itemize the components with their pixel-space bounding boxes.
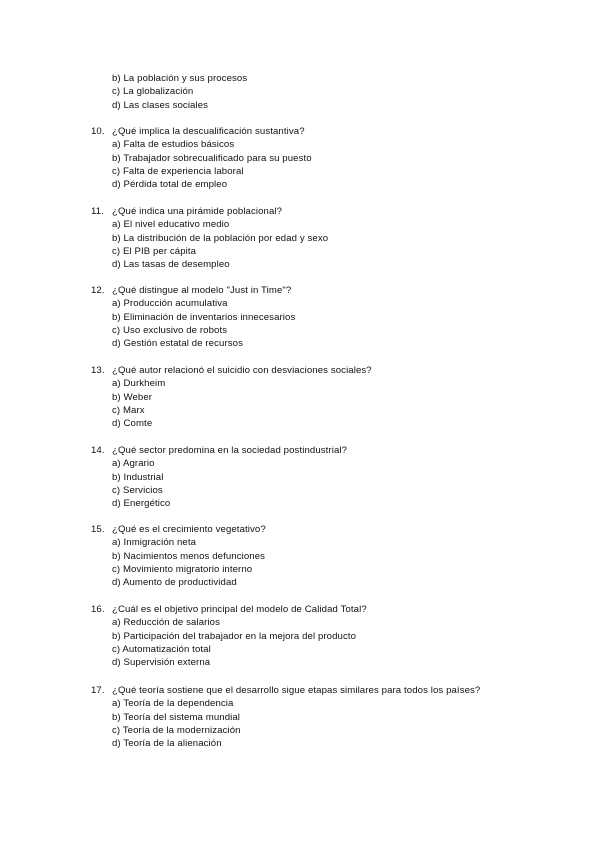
option: a) Agrario xyxy=(112,458,155,470)
options-list xyxy=(91,616,367,669)
option: d) Supervisión externa xyxy=(112,657,211,669)
option: b) Eliminación de inventarios innecesarios xyxy=(112,311,296,323)
option: a) Reducción de salarios xyxy=(112,617,220,629)
option: b) Weber xyxy=(112,391,153,403)
option: d) Las clases sociales xyxy=(112,99,209,111)
option: c) El PIB per cápita xyxy=(112,245,197,257)
option: d) Teoría de la alienación xyxy=(112,738,222,750)
options-list xyxy=(91,377,372,430)
option: b) Nacimientos menos defunciones xyxy=(112,550,266,562)
option: c) Teoría de la modernización xyxy=(112,724,241,736)
option: c) Servicios xyxy=(112,484,163,496)
question-text: ¿Qué autor relacionó el suicidio con desviaciones sociales? xyxy=(112,365,372,376)
option: b) Participación del trabajador en la mejora del producto xyxy=(112,630,357,642)
question-15 xyxy=(91,523,266,589)
question-text: ¿Qué distingue al modelo "Just in Time"? xyxy=(112,285,292,296)
question-10 xyxy=(91,125,312,191)
previous-question-options xyxy=(112,72,247,112)
option: d) Energético xyxy=(112,498,171,510)
option: c) La globalización xyxy=(112,86,194,98)
option: a) Inmigración neta xyxy=(112,537,197,549)
question-text: ¿Cuál es el objetivo principal del modelo de Calidad Total? xyxy=(112,604,367,615)
option: d) Pérdida total de empleo xyxy=(112,179,228,191)
options-list xyxy=(91,218,328,271)
question-number: 10. xyxy=(91,126,105,137)
option: a) Durkheim xyxy=(112,378,166,390)
options-list xyxy=(91,297,295,350)
option: b) Teoría del sistema mundial xyxy=(112,711,241,723)
question-text: ¿Qué es el crecimiento vegetativo? xyxy=(112,524,266,535)
option: d) Comte xyxy=(112,418,153,430)
question-text: ¿Qué sector predomina en la sociedad postindustrial? xyxy=(112,445,348,456)
question-number: 17. xyxy=(91,685,105,696)
question-number: 13. xyxy=(91,365,105,376)
question-number: 14. xyxy=(91,445,105,456)
question-number: 15. xyxy=(91,524,105,535)
option: a) Teoría de la dependencia xyxy=(112,698,234,710)
option: c) Automatización total xyxy=(112,643,211,655)
question-number: 16. xyxy=(91,604,105,615)
options-list xyxy=(91,536,266,589)
option: b) La población y sus procesos xyxy=(112,73,248,84)
question-number: 11. xyxy=(91,206,104,217)
question-text: ¿Qué teoría sostiene que el desarrollo sigue etapas similares para todos los países? xyxy=(112,685,481,696)
option: b) Industrial xyxy=(112,471,164,483)
question-14 xyxy=(91,444,347,510)
question-17 xyxy=(91,684,480,750)
question-11 xyxy=(91,205,328,271)
option: a) Falta de estudios básicos xyxy=(112,139,235,151)
question-16 xyxy=(91,603,367,669)
question-number: 12. xyxy=(91,285,105,296)
option: b) La distribución de la población por edad y sexo xyxy=(112,232,329,244)
option: d) Aumento de productividad xyxy=(112,577,237,589)
option: c) Movimiento migratorio interno xyxy=(112,563,253,575)
option: a) Producción acumulativa xyxy=(112,298,228,310)
question-text: ¿Qué indica una pirámide poblacional? xyxy=(112,206,283,217)
option: c) Marx xyxy=(112,404,145,416)
option: a) El nivel educativo medio xyxy=(112,219,230,231)
option: c) Uso exclusivo de robots xyxy=(112,324,228,336)
options-list xyxy=(91,457,347,510)
option: d) Gestión estatal de recursos xyxy=(112,338,243,350)
option: b) Trabajador sobrecualificado para su puesto xyxy=(112,152,312,164)
question-13 xyxy=(91,364,372,430)
options-list xyxy=(91,697,480,750)
question-text: ¿Qué implica la descualificación sustantiva? xyxy=(112,126,305,137)
options-list xyxy=(91,138,312,191)
option: c) Falta de experiencia laboral xyxy=(112,165,244,177)
option: d) Las tasas de desempleo xyxy=(112,259,230,271)
question-12 xyxy=(91,284,295,350)
